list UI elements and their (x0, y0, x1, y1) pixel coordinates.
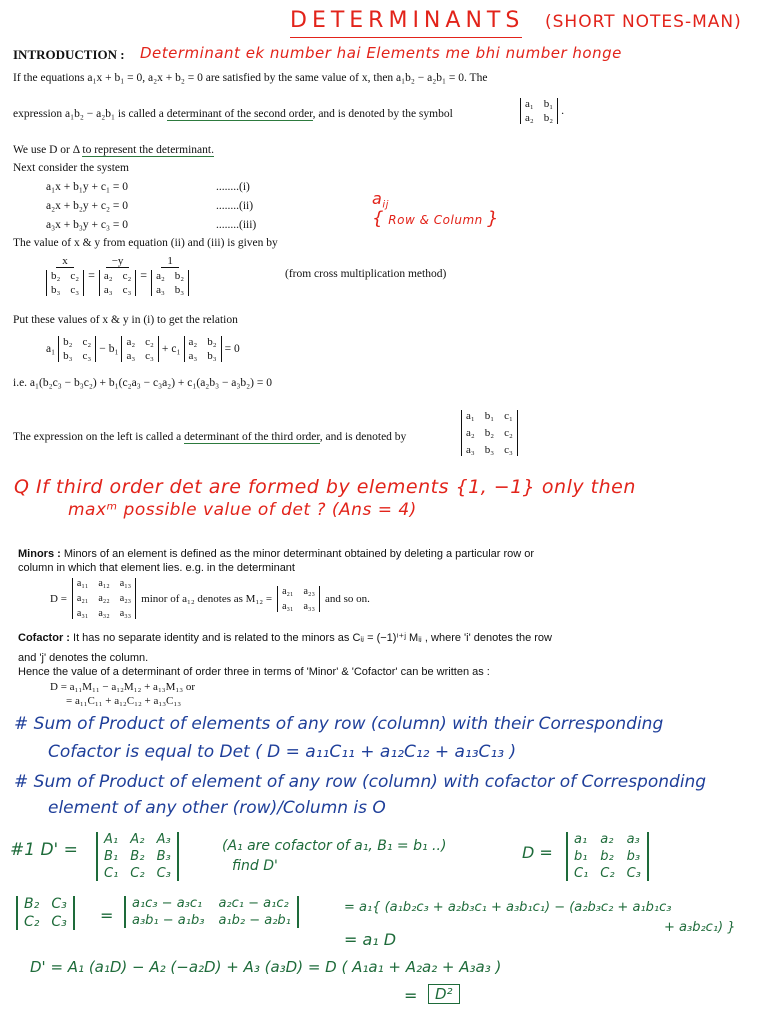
relation: a₁ b₂ c₂ b₃ c₃ − b₁ a₂ c₂ a₃ c₃ + c₁ a₂ b₂ a₃ b₃ = 0 (46, 336, 240, 362)
cofactor-heading: Cofactor : (18, 632, 70, 644)
aij-row: Row (388, 213, 416, 228)
work-1-rhs-1: = a₁{ (a₁b₂c₃ + a₂b₃c₁ + a₃b₁c₁) − (a₂b₃c₂ + a₁b₁c₃ (344, 900, 672, 915)
note-3-cofactor-note: (A₁ are cofactor of a₁, B₁ = b₁ ..) (222, 838, 447, 854)
det3-symbol: a₁ b₁ c₁ a₂ b₂ c₂ a₃ b₃ c₃ (461, 410, 518, 456)
minors-heading: Minors : (18, 548, 61, 560)
intro-hand-note: Determinant ek number hai Elements me bhi number honge (140, 44, 622, 62)
det2-b2: b₂ (543, 112, 554, 124)
question-line-2: maxᵐ possible value of det ? (Ans = 4) (68, 500, 417, 520)
note-1-line-2: Cofactor is equal to Det ( D = a₁₁C₁₁ + a₁₂C₁₂ + a₁₃C₁₃ ) (48, 742, 517, 762)
third-order-link: determinant of the third order (184, 431, 320, 443)
system-eq-3: a₃x + b₃y + c₃ = 0 (46, 219, 128, 231)
represent-link: to represent the determinant. (82, 144, 214, 156)
cross-note: (from cross multiplication method) (285, 268, 447, 280)
frac-one-num: 1 (161, 255, 179, 268)
intro-line-2 (13, 108, 453, 120)
second-order-link: determinant of the second order (166, 108, 313, 120)
cofactor-text-1: Cofactor : It has no separate identity and is related to the minors as Cᵢⱼ = (−1)ⁱ⁺ʲ Mᵢⱼ , where 'i' denotes the row (18, 632, 552, 644)
system-tag-3: ........(iii) (216, 219, 257, 231)
note-1-line-1: # Sum of Product of elements of any row (column) with their Corresponding (14, 714, 664, 734)
intro-line-6: Put these values of x & y in (i) to get the relation (13, 314, 238, 326)
aij-note: $a_{ij}$ { Row & Column } (372, 189, 500, 230)
frac-x-num: x (56, 255, 74, 268)
work-1-det2: a₁c₃ − a₃c₁ a₂c₁ − a₁c₂ a₃b₁ − a₁b₃ a₁b₂ − a₂b₁ (124, 896, 299, 928)
det2-a1: a₁ (525, 98, 534, 110)
system-tag-1: ........(i) (216, 181, 250, 193)
system-tag-2: ........(ii) (216, 200, 254, 212)
page-title: DETERMINANTS (290, 8, 525, 33)
note-3-D-det: a₁ a₂ a₃ b₁ b₂ b₃ C₁ C₂ C₃ (566, 832, 649, 881)
note-3-D-label: D = (522, 843, 553, 862)
title-underline (290, 37, 522, 38)
intro-line-4: Next consider the system (13, 162, 129, 174)
note-3-find: find D' (232, 858, 278, 874)
det2-b1: b₁ (543, 98, 554, 110)
minors-text-1: Minors : Minors of an element is defined as the minor determinant obtained by deleting a particular row or (18, 548, 535, 560)
system-eq-2: a₂x + b₂y + c₂ = 0 (46, 200, 128, 212)
note-3-label: #1 D' = (10, 840, 78, 860)
work-1-det: B₂ C₃ C₂ C₃ (16, 896, 75, 930)
aij-a: a (372, 189, 383, 208)
intro-line-1: If the equations a₁x + b₁ = 0, a₂x + b₂ = 0 are satisfied by the same value of x, then a₁b₂ − a₂b₁ = 0. The (13, 72, 488, 84)
work-1-rhs-2: + a₃b₂c₁) } (664, 920, 736, 935)
work-1-eq: = (100, 906, 114, 925)
frac-x: x b₂ c₂ b₃ c₃ (46, 255, 84, 296)
question-line-1: Q If third order det are formed by elements {1, −1} only then (14, 476, 636, 498)
det2-a2: a₂ (525, 112, 534, 124)
system-eq-1: a₁x + b₁y + c₁ = 0 (46, 181, 128, 193)
intro-line-2-pre: expression a₁b₂ − a₂b₁ is called a (13, 108, 167, 120)
cross-multiplication: x b₂ c₂ b₃ c₃ = −y a₂ c₂ a₃ c₃ = 1 a₂ b₂ a₃ b₃ (46, 255, 189, 296)
frac-one: 1 a₂ b₂ a₃ b₃ (151, 255, 189, 296)
work-1-rhs-3: = a₁ D (344, 930, 397, 949)
work-3-box: D² (428, 984, 460, 1004)
ie-line: i.e. a₁(b₂c₃ − b₃c₂) + b₁(c₂a₃ − c₃a₂) + c₁(a₂b₃ − a₃b₂) = 0 (13, 377, 272, 389)
intro-line-5: The value of x & y from equation (ii) and (iii) is given by (13, 237, 278, 249)
work-2: D' = A₁ (a₁D) − A₂ (−a₂D) + A₃ (a₃D) = D ( A₁a₁ + A₂a₂ + A₃a₃ ) (30, 958, 502, 976)
aij-sub: ij (382, 199, 389, 211)
note-2-line-2: element of any other (row)/Column is O (48, 798, 386, 818)
intro-line-3 (13, 144, 214, 156)
intro-line-3-pre: We use D or Δ (13, 144, 83, 156)
cofactor-text-2: and 'j' denotes the column. (18, 652, 149, 664)
frac-y-num: −y (106, 255, 130, 268)
cofactor-formula-1: D = a₁₁M₁₁ − a₁₂M₁₂ + a₁₃M₁₃ or (50, 681, 195, 693)
frac-y: −y a₂ c₂ a₃ c₃ (99, 255, 136, 296)
det2-symbol: a₁ b₁ a₂ b₂ . (520, 98, 564, 124)
cofactor-formula-2: = a₁₁C₁₁ + a₁₂C₁₂ + a₁₃C₁₃ (66, 695, 182, 707)
third-order-line: The expression on the left is called a determinant of the third order, and is denoted by (13, 431, 407, 443)
intro-heading: INTRODUCTION : (13, 47, 125, 62)
intro-line-2-post: , and is denoted by the symbol (312, 108, 453, 120)
note-3-det: A₁ A₂ A₃ B₁ B₂ B₃ C₁ C₂ C₃ (96, 832, 179, 881)
minors-text-2: column in which that element lies. e.g. in the determinant (18, 562, 295, 574)
note-2-line-1: # Sum of Product of element of any row (column) with cofactor of Corresponding (14, 772, 707, 792)
page-subtitle: (SHORT NOTES-MAN) (545, 12, 742, 32)
minors-example: D = a₁₁ a₁₂ a₁₃ a₂₁ a₂₂ a₂₃ a₃₁ a₃₂ a₃₃ minor of a₁₂ denotes as M₁₂ = a₂₁ a₂₃ a₃₁ a₃₃ and so on. (50, 578, 370, 619)
aij-col: Column (433, 213, 483, 228)
cofactor-text-3: Hence the value of a determinant of order three in terms of 'Minor' & 'Cofactor' can be written as : (18, 666, 490, 678)
work-3-eq: = (404, 986, 418, 1005)
